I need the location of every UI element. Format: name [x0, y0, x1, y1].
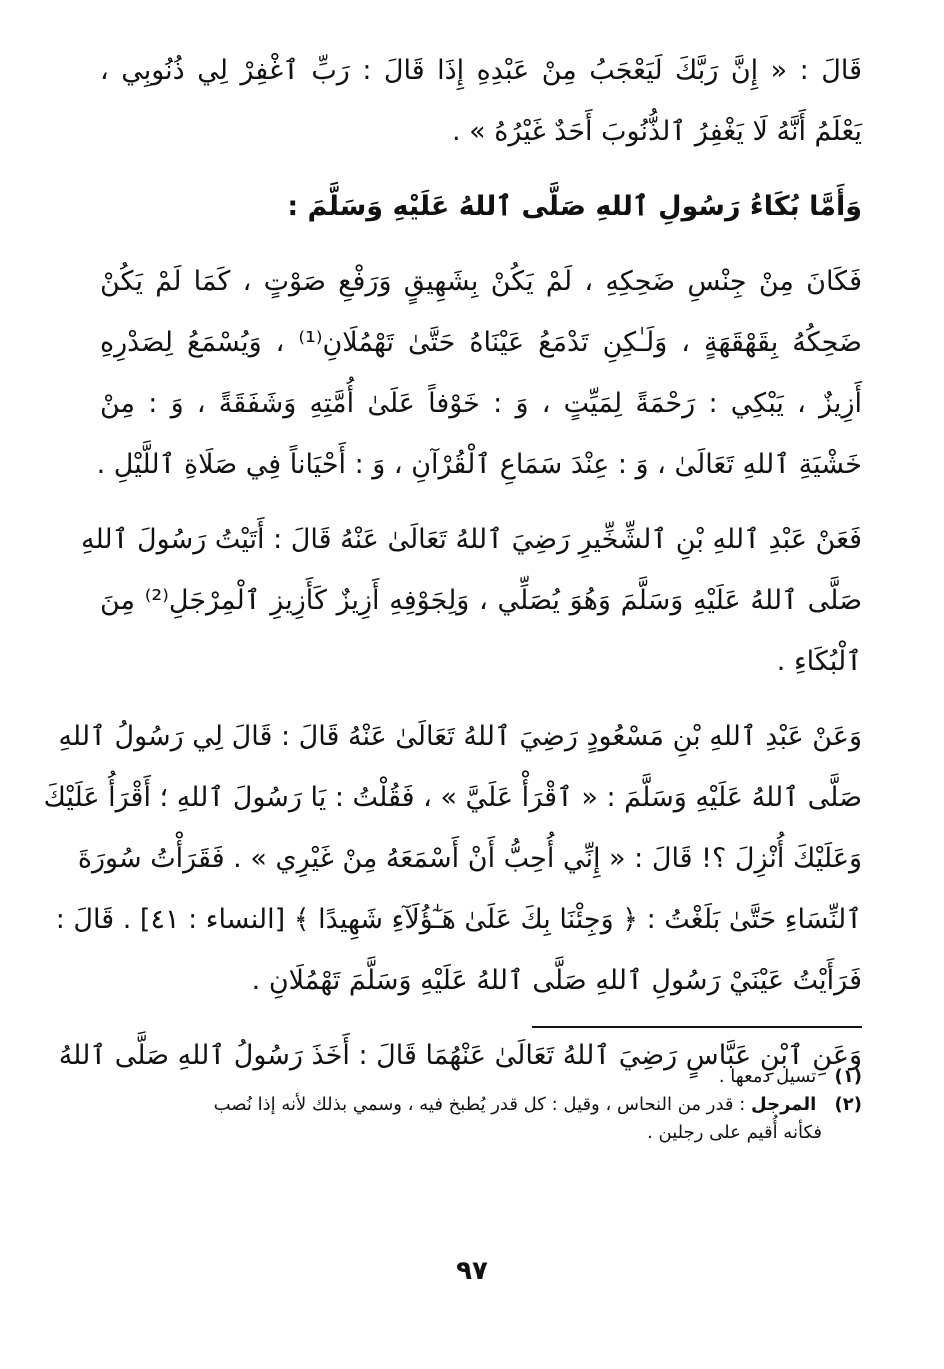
- footnote-text: : قدر من النحاس ، وقيل : كل قدر يُطبخ فيه ، وسمي بذلك لأنه إذا نُصب: [213, 1094, 752, 1115]
- section-heading: وَأَمَّا بُكَاءُ رَسُولِ ٱللهِ صَلَّى ٱللهُ عَلَيْهِ وَسَلَّمَ :: [287, 191, 862, 222]
- text-line: أَزِيزٌ ، يَبْكِي : رَحْمَةً لِمَيِّتٍ ، وَ : خَوْفاً عَلَىٰ أُمَّتِهِ وَشَفَقَةً ، وَ : مِنْ: [100, 388, 862, 419]
- text-line: صَلَّى ٱللهُ عَلَيْهِ وَسَلَّمَ : « ٱقْرَأْ عَلَيَّ » ، فَقُلْتُ : يَا رَسُولَ ٱللهِ ؛ أَقْرَأُ عَلَيْكَ: [43, 782, 862, 813]
- paragraph-4: [43, 706, 862, 1011]
- text-line: يَعْلَمُ أَنَّهُ لَا يَغْفِرُ ٱلذُّنُوبَ أَحَدٌ غَيْرُهُ » .: [452, 116, 862, 147]
- footnote-number: (٢): [834, 1094, 862, 1115]
- footnote-term: المرجل: [751, 1094, 817, 1115]
- text-line: خَشْيَةِ ٱللهِ تَعَالَىٰ ، وَ : عِنْدَ سَمَاعِ ٱلْقُرْآنِ ، وَ : أَحْيَاناً فِي صَلَاةِ ٱللَّيْلِ .: [96, 449, 862, 480]
- footnote-2: [100, 1091, 862, 1119]
- text-line: ٱلنِّسَاءِ حَتَّىٰ بَلَغْتُ : ﴿ وَجِئْنَا بِكَ عَلَىٰ هَـٰٓؤُلَآءِ شَهِيدًا ﴾ [النساء : ٤١] . قَالَ :: [55, 904, 862, 935]
- text-line: فَكَانَ مِنْ جِنْسِ ضَحِكِهِ ، لَمْ يَكُنْ بِشَهِيقٍ وَرَفْعِ صَوْتٍ ، كَمَا لَمْ يَكُنْ: [100, 266, 862, 297]
- text-line: قَالَ : « إِنَّ رَبَّكَ لَيَعْجَبُ مِنْ عَبْدِهِ إِذَا قَالَ : رَبِّ ٱغْفِرْ لِي ذُنُوبِي ،: [100, 55, 862, 86]
- paragraph-1: [100, 40, 862, 162]
- text-line: فَعَنْ عَبْدِ ٱللهِ بْنِ ٱلشِّخِّيرِ رَضِيَ ٱللهُ تَعَالَىٰ عَنْهُ قَالَ : أَتَيْتُ رَسُولَ ٱللهِ: [81, 524, 862, 555]
- text-line: ضَحِكُهُ بِقَهْقَهَةٍ ، وَلَـٰكِنِ تَدْمَعُ عَيْنَاهُ حَتَّىٰ تَهْمُلَانِ⁽¹⁾ ، وَيُسْمَعُ لِصَدْرِهِ: [100, 327, 862, 358]
- text-line: وَعَنِ ٱبْنِ عَبَّاسٍ رَضِيَ ٱللهُ تَعَالَىٰ عَنْهُمَا قَالَ : أَخَذَ رَسُولُ ٱللهِ صَلَّى ٱللهُ: [58, 1040, 862, 1071]
- footnote-text: تسيل دمعها .: [718, 1066, 817, 1087]
- footnote-1: [100, 1063, 862, 1091]
- text-line: فَرَأَيْتُ عَيْنَيْ رَسُولِ ٱللهِ صَلَّى ٱللهُ عَلَيْهِ وَسَلَّمَ تَهْمُلَانِ .: [251, 965, 862, 996]
- text-line: وَعَنْ عَبْدِ ٱللهِ بْنِ مَسْعُودٍ رَضِيَ ٱللهُ تَعَالَىٰ عَنْهُ قَالَ : قَالَ لِي رَسُولُ ٱللهِ: [58, 721, 862, 752]
- footnote-number: (١): [834, 1066, 862, 1087]
- text-line: صَلَّى ٱللهُ عَلَيْهِ وَسَلَّمَ وَهُوَ يُصَلِّي ، وَلِجَوْفِهِ أَزِيزٌ كَأَزِيزِ ٱلْمِرْجَلِ⁽²⁾ مِنَ: [100, 585, 862, 616]
- paragraph-3: [81, 509, 862, 692]
- footnote-separator: [532, 1026, 862, 1028]
- footnotes: [100, 1063, 862, 1147]
- text-line: ٱلْبُكَاءِ .: [776, 646, 862, 677]
- main-text: [43, 40, 862, 1100]
- paragraph-2: [96, 251, 862, 495]
- footnote-2-continuation: فكأنه أُقيم على رجلين .: [647, 1122, 822, 1143]
- page-number: ٩٧: [456, 1256, 488, 1286]
- text-line: وَعَلَيْكَ أُنْزِلَ ؟! قَالَ : « إِنِّي أُحِبُّ أَنْ أَسْمَعَهُ مِنْ غَيْرِي » . فَقَرَأْتُ سُورَةَ: [77, 843, 862, 874]
